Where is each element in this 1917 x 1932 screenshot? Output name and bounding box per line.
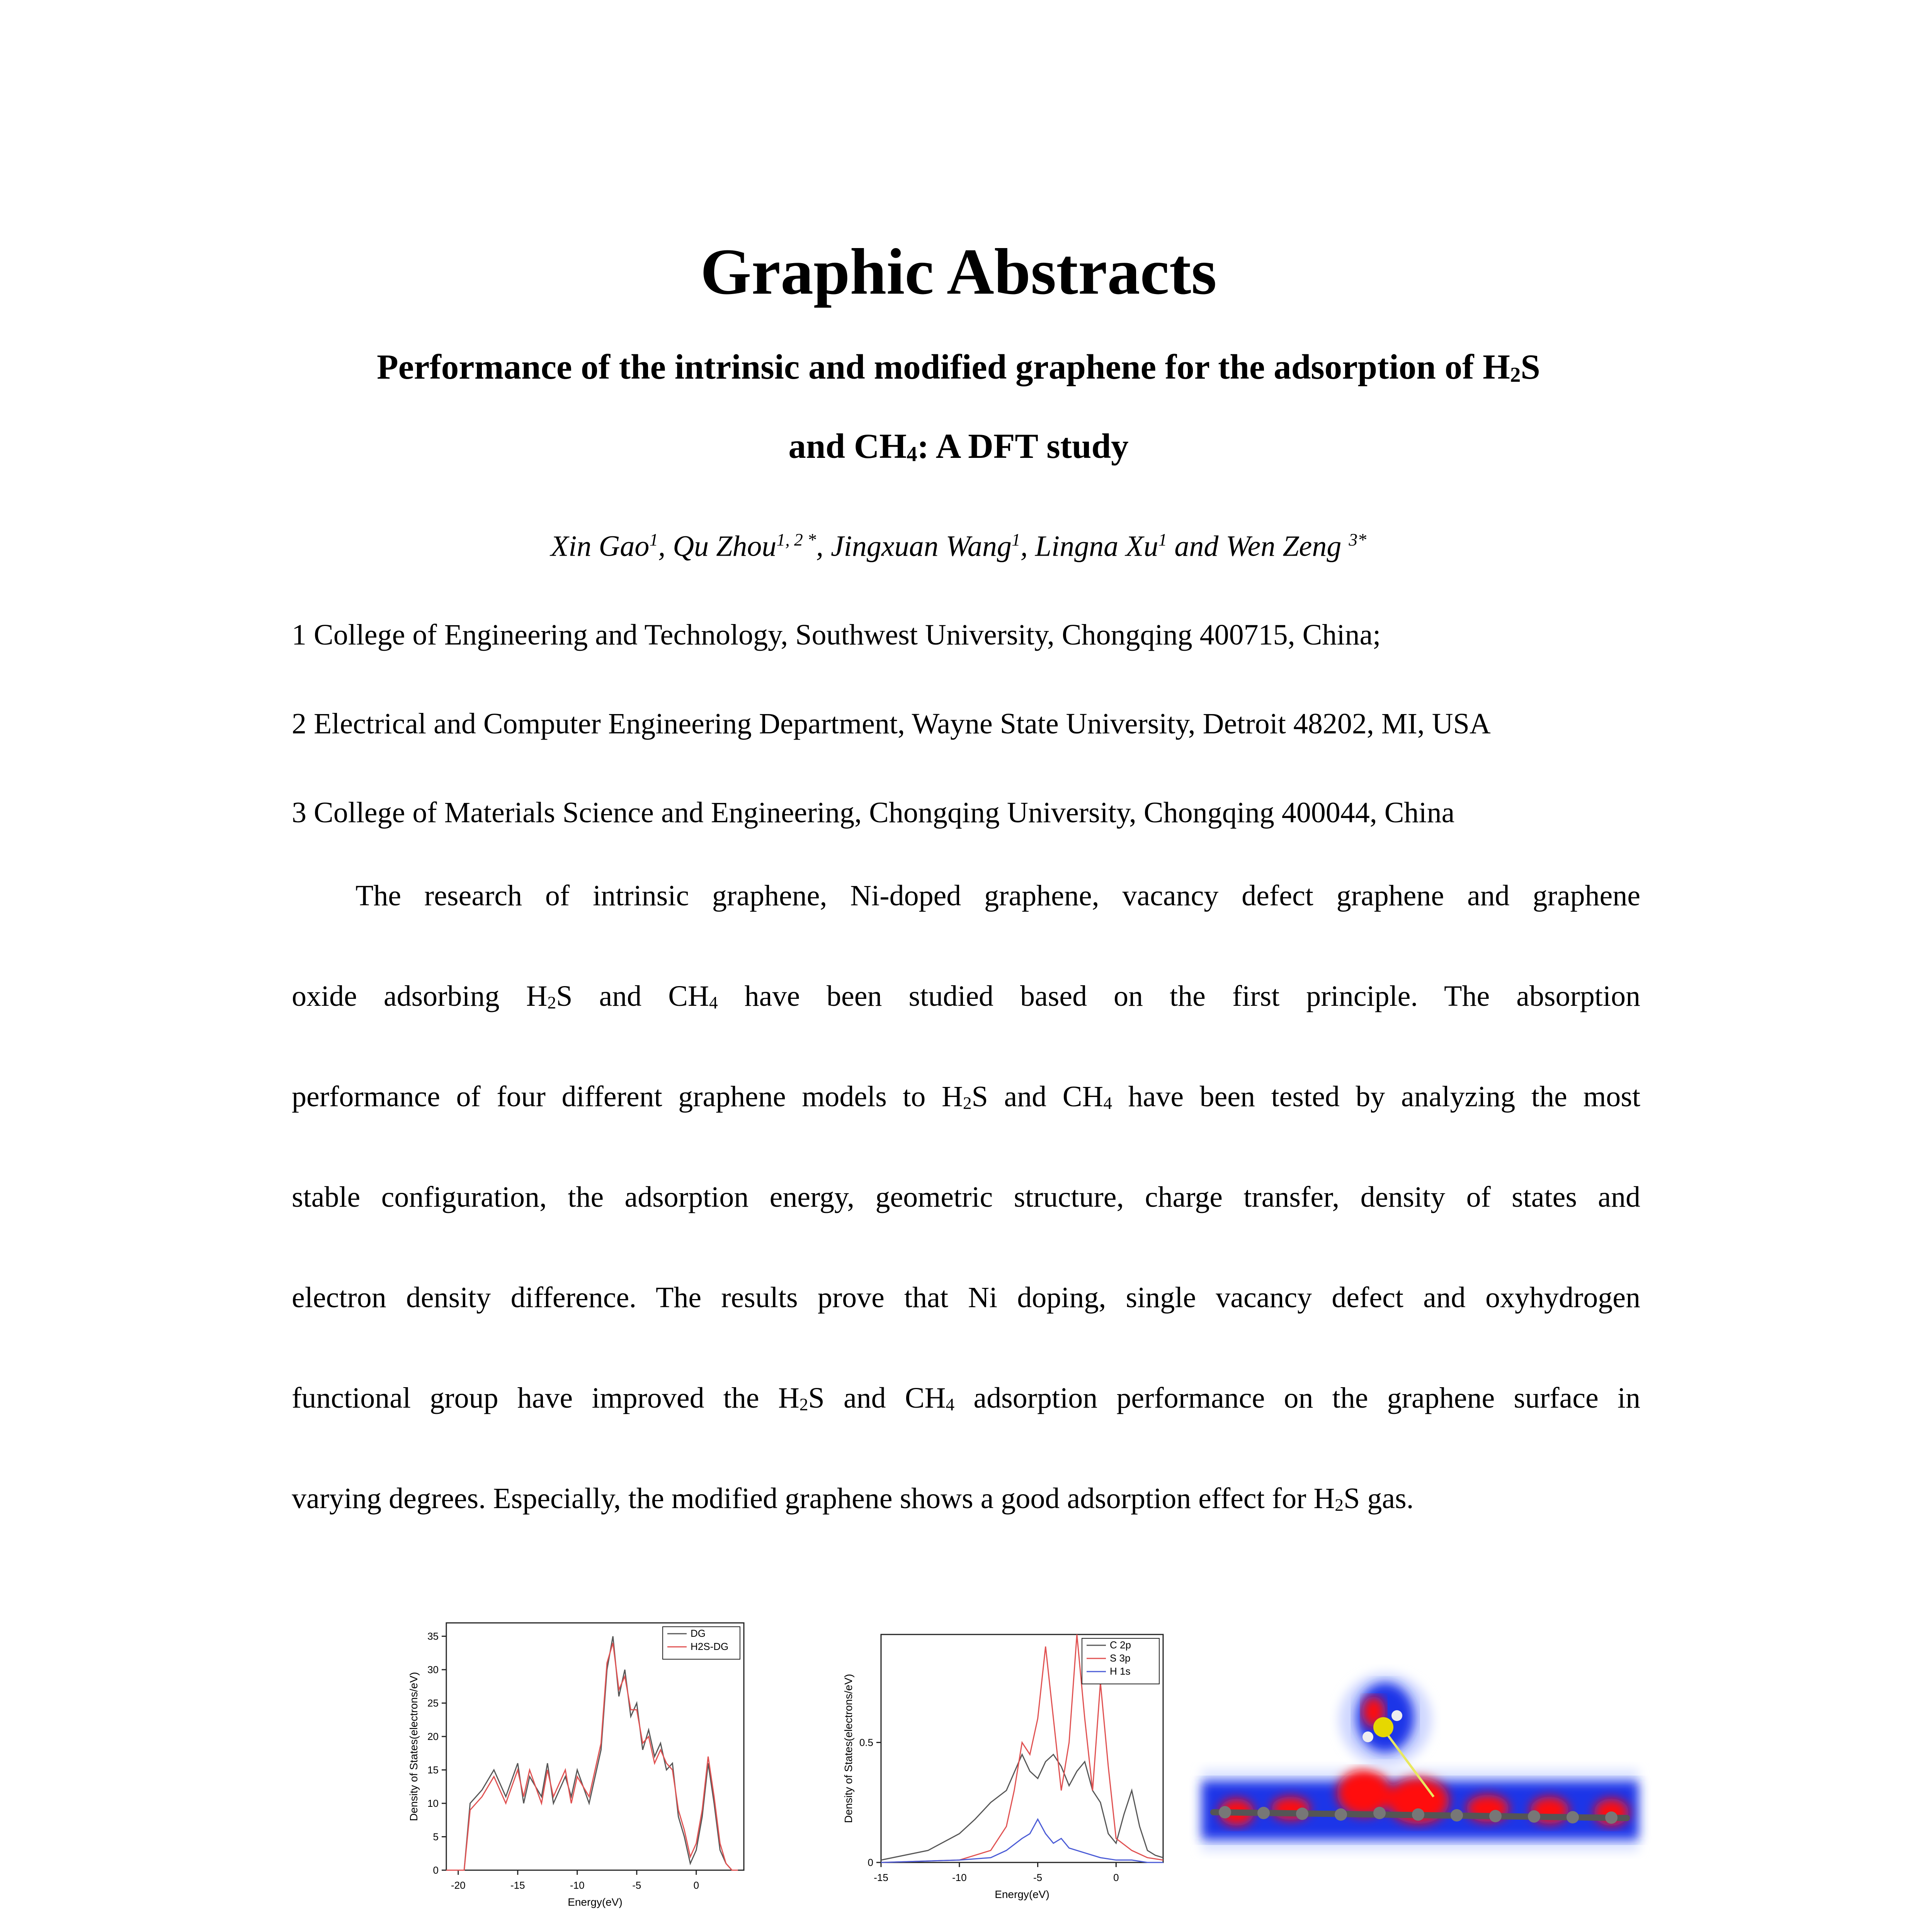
abstract-line: electron density difference. The results prove that Ni doping, single vacancy defect and oxyhydrogen (292, 1281, 1640, 1314)
x-tick-label: 0 (693, 1879, 699, 1891)
author-separator: , (1020, 530, 1035, 563)
author-separator: , (816, 530, 831, 563)
author-name: Wen Zeng (1226, 530, 1349, 563)
author-name: Jingxuan Wang (830, 530, 1012, 563)
affiliation-1: 1 College of Engineering and Technology, Southwest University, Chongqing 400715, China; (292, 619, 1381, 651)
y-tick-label: 10 (427, 1798, 439, 1810)
y-tick-label: 0 (867, 1857, 873, 1868)
legend-label: H 1s (1110, 1665, 1131, 1677)
author-name: Xin Gao (551, 530, 650, 563)
author-list (0, 529, 1917, 563)
y-tick-label: 15 (427, 1764, 439, 1776)
author-name: Lingna Xu (1035, 530, 1158, 563)
y-axis-label: Density of States(electrons/eV) (842, 1674, 854, 1823)
author-separator: and (1167, 530, 1226, 563)
x-tick-label: -10 (570, 1879, 585, 1891)
pdos-chart-h2s (837, 1615, 1184, 1909)
x-tick-label: -10 (952, 1872, 967, 1883)
affiliation-3: 3 College of Materials Science and Engineering, Chongqing University, Chongqing 400044, China (292, 796, 1455, 829)
x-tick-label: -5 (1033, 1872, 1043, 1883)
abstract-line: stable configuration, the adsorption energy, geometric structure, charge transfer, density of states and (292, 1181, 1640, 1213)
affiliation-2: 2 Electrical and Computer Engineering Department, Wayne State University, Detroit 48202, MI, USA (292, 707, 1491, 740)
y-tick-label: 5 (433, 1831, 439, 1843)
x-tick-label: 0 (1113, 1872, 1119, 1883)
paper-subtitle-line2: and $CH_4$: A DFT study (788, 427, 1129, 466)
abstract-line: The research of intrinsic graphene, Ni-doped graphene, vacancy defect graphene and graphene (356, 879, 1640, 912)
x-tick-label: -20 (451, 1879, 466, 1891)
y-tick-label: 30 (427, 1664, 439, 1676)
abstract-line: performance of four different graphene models to $H_2S$ and $CH_4$ have been tested by analyzing the most (292, 1080, 1640, 1113)
dos-chart-h2s-dg (392, 1615, 763, 1924)
y-tick-label: 20 (427, 1731, 439, 1743)
x-tick-label: -15 (874, 1872, 888, 1883)
legend-label: H2S-DG (691, 1641, 729, 1652)
author-affiliation-marker: 1 (649, 530, 658, 549)
legend-label: C 2p (1110, 1639, 1131, 1651)
y-axis-label: Density of States(electrons/eV) (408, 1672, 420, 1821)
author-affiliation-marker: 1 (1011, 530, 1021, 549)
page-title: Graphic Abstracts (700, 235, 1217, 308)
x-axis-label: Energy(eV) (995, 1888, 1050, 1900)
abstract-line: functional group have improved the $H_2S$ and $CH_4$ adsorption performance on the graphene surface in (292, 1382, 1641, 1414)
series-line (446, 1636, 738, 1870)
series-line (881, 1755, 1163, 1860)
x-axis-label: Energy(eV) (568, 1896, 623, 1908)
charge-density-h2s-image (1202, 1669, 1638, 1870)
y-tick-label: 0.5 (859, 1736, 873, 1748)
author-affiliation-marker: 1, 2 * (776, 530, 816, 549)
x-tick-label: -15 (510, 1879, 525, 1891)
legend-label: DG (691, 1628, 706, 1639)
x-tick-label: -5 (632, 1879, 641, 1891)
series-line (446, 1643, 738, 1870)
abstract-line: oxide adsorbing $H_2S$ and $CH_4$ have been studied based on the first principle. The absorption (292, 980, 1641, 1012)
y-tick-label: 25 (427, 1697, 439, 1709)
author-separator: , (658, 530, 673, 563)
author-affiliation-marker: 1 (1158, 530, 1167, 549)
y-tick-label: 0 (433, 1864, 439, 1876)
author-affiliation-marker: 3* (1349, 530, 1366, 549)
paper-subtitle-line1: Performance of the intrinsic and modified graphene for the adsorption of $H_2S$ (377, 347, 1540, 387)
author-name: Qu Zhou (673, 530, 777, 563)
abstract-line: varying degrees. Especially, the modified graphene shows a good adsorption effect for $H_2S$ gas. (292, 1482, 1414, 1515)
legend-label: S 3p (1110, 1652, 1131, 1664)
y-tick-label: 35 (427, 1630, 439, 1642)
